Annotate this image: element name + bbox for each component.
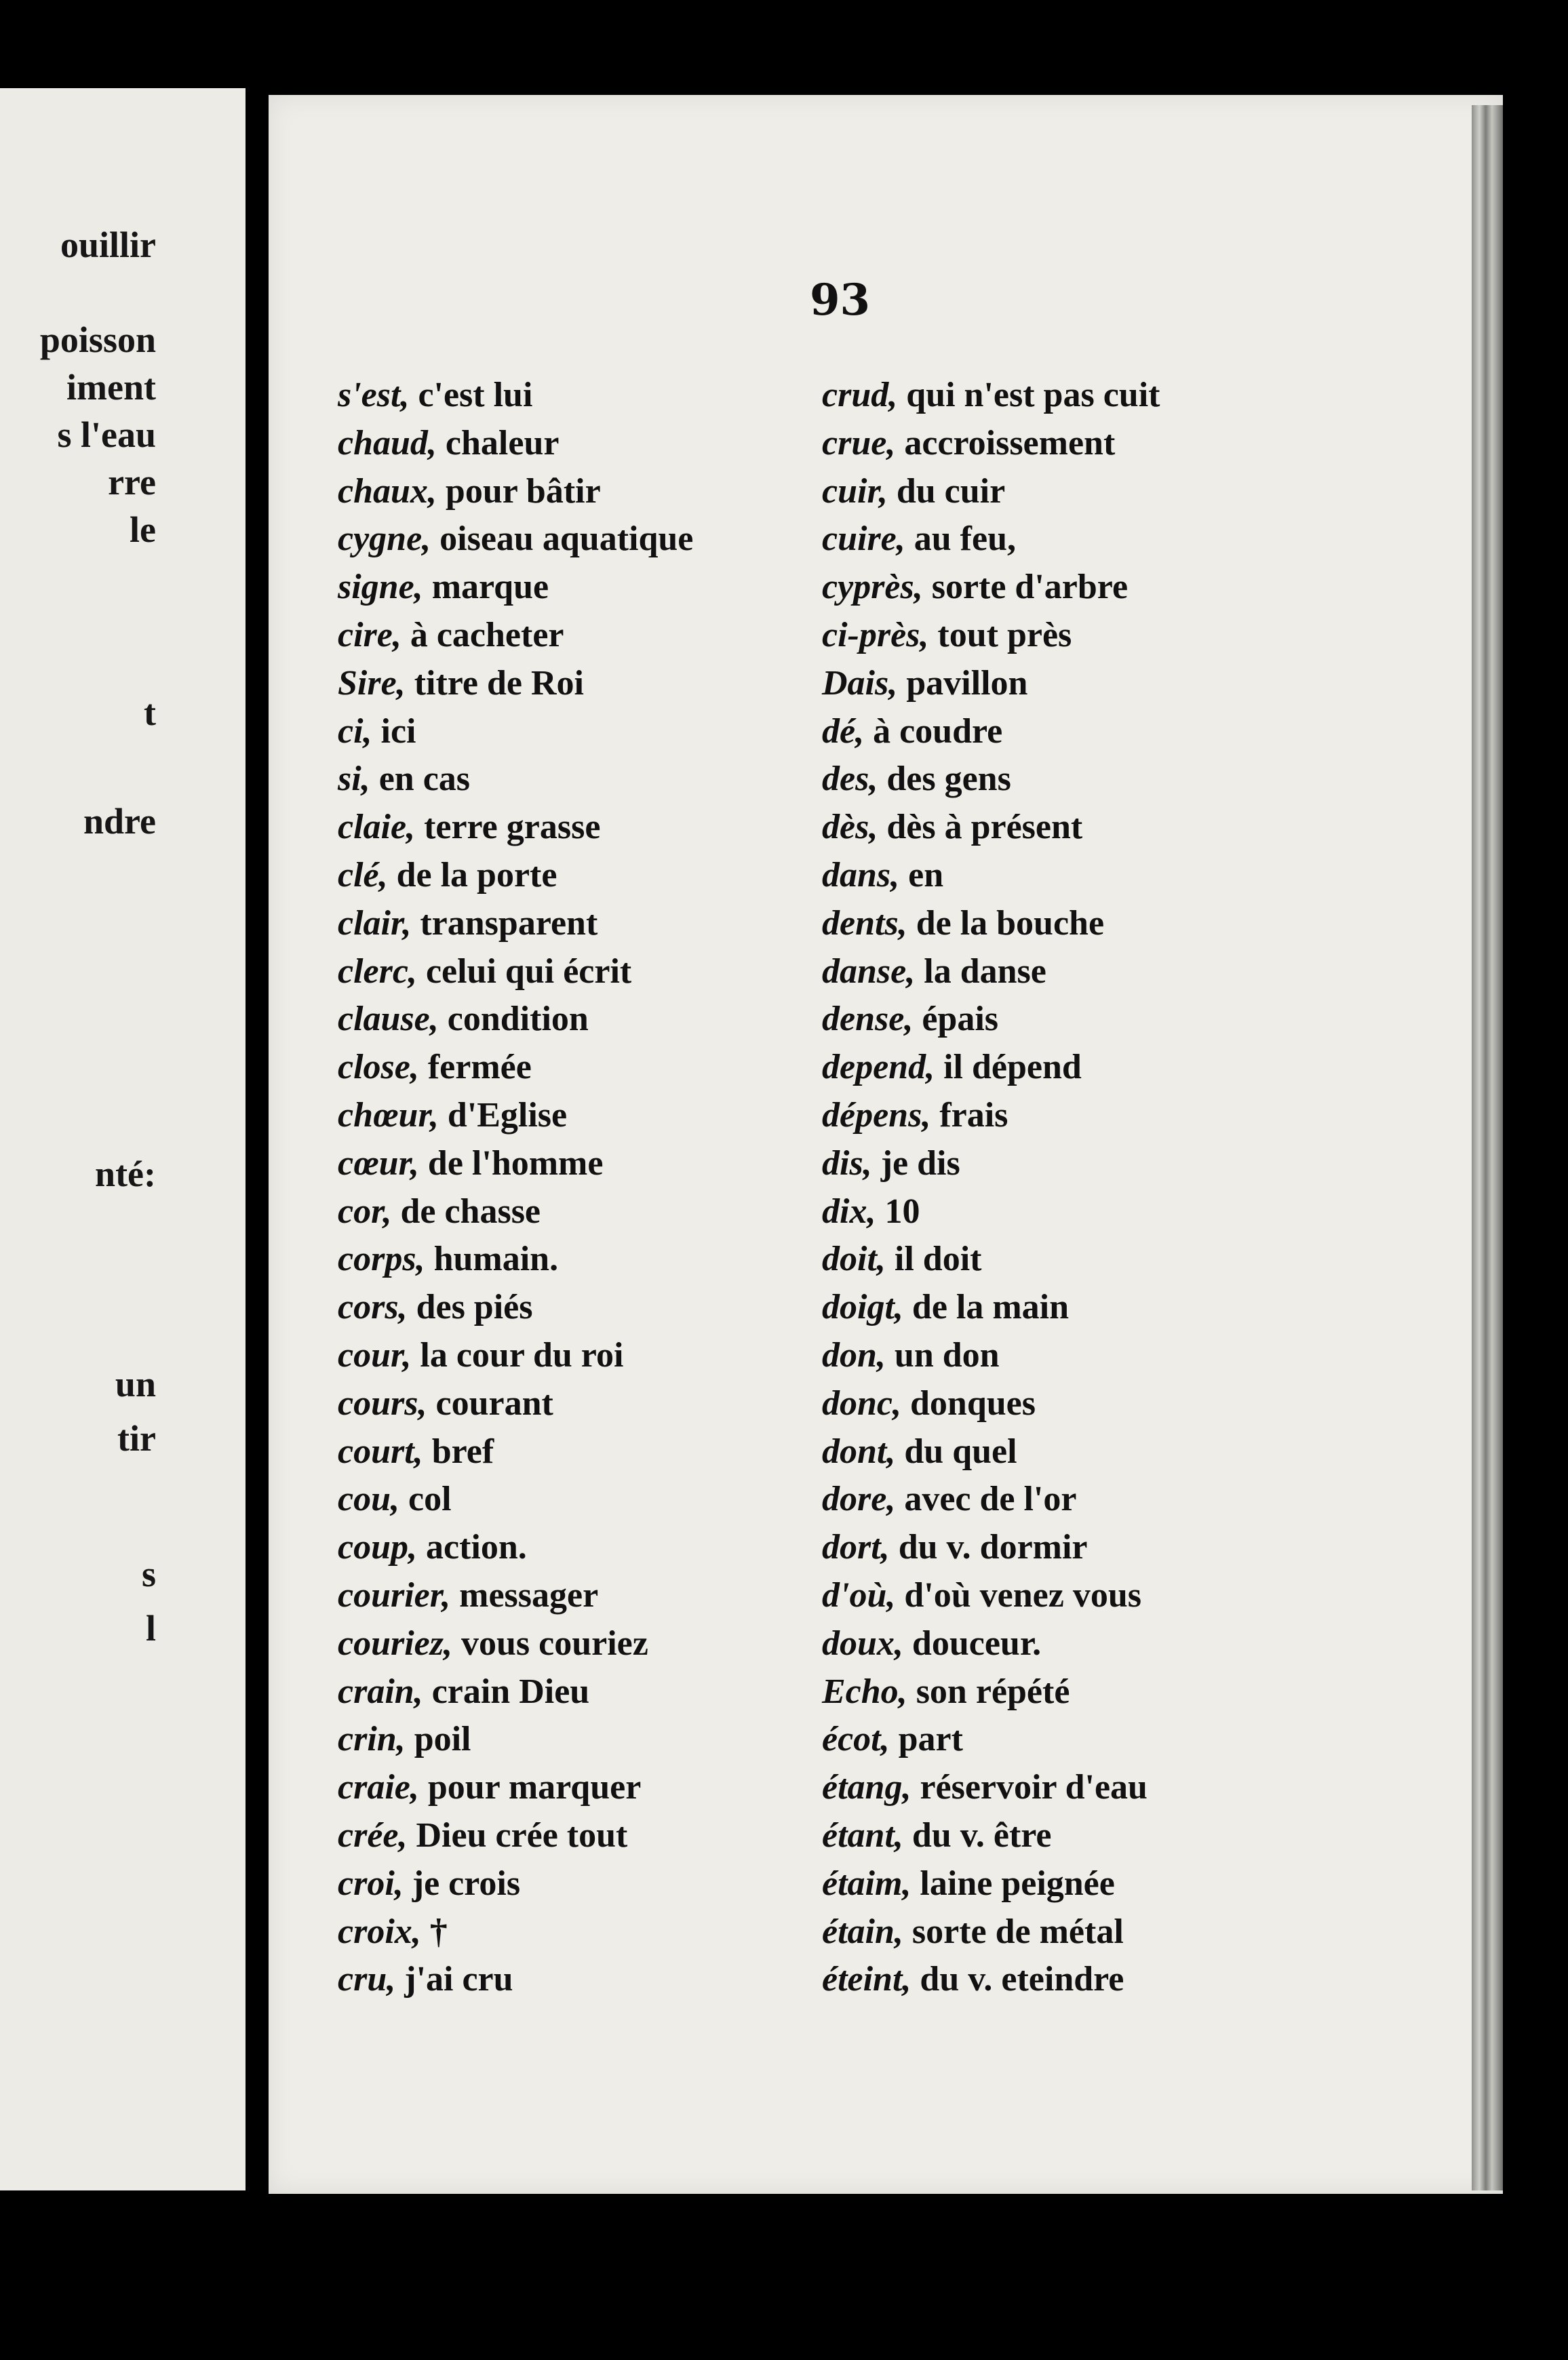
- entry-definition: †: [429, 1912, 448, 1951]
- entry-word: étang,: [822, 1768, 912, 1807]
- entry-word: crain,: [338, 1672, 423, 1711]
- entry: [822, 420, 1365, 468]
- entry-definition: c'est lui: [418, 376, 533, 414]
- entry-definition: col: [408, 1480, 452, 1519]
- entry-definition: tout près: [937, 615, 1072, 654]
- entry-definition: en: [908, 855, 944, 894]
- entry-word: cuire,: [822, 519, 905, 559]
- entry-word: clause,: [338, 1000, 439, 1039]
- entry: [338, 852, 880, 900]
- entry-definition: des gens: [886, 760, 1011, 799]
- entry-definition: de la porte: [396, 855, 557, 894]
- entry-definition: vous couriez: [461, 1624, 648, 1663]
- entry: [822, 515, 1365, 564]
- entry-word: dore,: [822, 1480, 896, 1519]
- entry-definition: du quel: [904, 1432, 1017, 1471]
- entry: [822, 1668, 1365, 1716]
- entry: [338, 660, 880, 708]
- entry-word: clerc,: [338, 951, 417, 991]
- page-edge: [1472, 105, 1503, 2190]
- entry-word: Sire,: [338, 663, 406, 703]
- entry: [338, 372, 880, 420]
- entry-word: cygne,: [338, 519, 431, 559]
- entry-definition: son répété: [916, 1672, 1070, 1711]
- entry-definition: dès à présent: [886, 808, 1083, 847]
- entry-definition: épais: [922, 1000, 999, 1039]
- entry: [822, 1140, 1365, 1188]
- facing-page-fragment: rre: [108, 462, 156, 503]
- entry-word: don,: [822, 1335, 886, 1375]
- entry-definition: à cacheter: [410, 615, 564, 654]
- entry-word: Dais,: [822, 663, 898, 703]
- entry: [822, 1188, 1365, 1236]
- entry-word: ci-près,: [822, 615, 929, 654]
- entry: [338, 1572, 880, 1620]
- facing-page-fragment: tir: [117, 1418, 156, 1459]
- facing-page-fragment: un: [115, 1364, 156, 1404]
- entry-definition: celui qui écrit: [425, 951, 632, 991]
- entry: [338, 1188, 880, 1236]
- facing-page-fragment: iment: [66, 367, 156, 408]
- entry-word: des,: [822, 760, 878, 799]
- facing-page-fragment: l: [145, 1608, 156, 1649]
- entry-definition: crain Dieu: [431, 1672, 590, 1711]
- entry-word: cours,: [338, 1383, 427, 1423]
- entry-definition: douceur.: [912, 1624, 1042, 1663]
- entry-definition: de chasse: [400, 1192, 541, 1231]
- entry-definition: un don: [894, 1335, 1000, 1375]
- entry: [338, 1284, 880, 1332]
- entry-definition: pour bâtir: [445, 471, 601, 511]
- entry-word: chaud,: [338, 423, 437, 463]
- entry-definition: je dis: [880, 1143, 960, 1183]
- entry-definition: des piés: [416, 1288, 533, 1327]
- entry-word: cor,: [338, 1192, 392, 1231]
- entry-definition: humain.: [433, 1240, 559, 1279]
- entry: [338, 1428, 880, 1476]
- entry-word: coup,: [338, 1528, 417, 1567]
- entry: [338, 1908, 880, 1956]
- entry-definition: de la bouche: [916, 903, 1105, 943]
- entry-word: clair,: [338, 903, 412, 943]
- entry: [822, 708, 1365, 756]
- entry: [822, 1716, 1365, 1764]
- entry: [338, 1764, 880, 1812]
- entry: [338, 1668, 880, 1716]
- entry-definition: oiseau aquatique: [439, 519, 694, 559]
- entry: [338, 804, 880, 852]
- entry-word: doit,: [822, 1240, 886, 1279]
- entry-definition: frais: [939, 1095, 1008, 1135]
- entry: [822, 1572, 1365, 1620]
- entry: [822, 1284, 1365, 1332]
- entry-word: court,: [338, 1432, 423, 1471]
- entry: [338, 755, 880, 804]
- entry-definition: au feu,: [914, 519, 1017, 559]
- entry: [338, 708, 880, 756]
- entry-word: chaux,: [338, 471, 437, 511]
- entry: [338, 1092, 880, 1140]
- entry: [338, 1332, 880, 1380]
- entry-definition: sorte de métal: [912, 1912, 1124, 1951]
- entry: [822, 948, 1365, 996]
- entry-definition: à coudre: [873, 711, 1003, 751]
- entry-word: courier,: [338, 1575, 451, 1615]
- entry-word: dépens,: [822, 1095, 931, 1135]
- entry: [822, 1956, 1365, 2004]
- entry-definition: pour marquer: [427, 1768, 642, 1807]
- entry-definition: fermée: [427, 1048, 532, 1087]
- entry: [822, 852, 1365, 900]
- entry-word: crue,: [822, 423, 896, 463]
- entry-definition: qui n'est pas cuit: [906, 376, 1160, 414]
- entry-word: cou,: [338, 1480, 399, 1519]
- entry-word: cru,: [338, 1960, 396, 1999]
- entry-definition: courant: [435, 1383, 553, 1423]
- entry-word: dès,: [822, 808, 878, 847]
- entry-word: couriez,: [338, 1624, 452, 1663]
- entry: [338, 948, 880, 996]
- entry: [338, 1524, 880, 1572]
- entry-word: crud,: [822, 376, 898, 414]
- entry-word: claie,: [338, 808, 416, 847]
- entry-word: doux,: [822, 1624, 903, 1663]
- entry-word: dont,: [822, 1432, 896, 1471]
- entry: [822, 1524, 1365, 1572]
- entry-word: dort,: [822, 1528, 890, 1567]
- facing-page-fragment: ouillir: [60, 224, 156, 265]
- entry-definition: du v. être: [912, 1815, 1052, 1855]
- entry-word: craie,: [338, 1768, 419, 1807]
- entry: [822, 804, 1365, 852]
- entry-definition: action.: [426, 1528, 527, 1567]
- entry-definition: bref: [431, 1432, 494, 1471]
- entry-definition: avec de l'or: [904, 1480, 1077, 1519]
- entry: [822, 1860, 1365, 1908]
- entry-word: cyprès,: [822, 568, 923, 607]
- entry-word: d'où,: [822, 1575, 896, 1615]
- entry-word: corps,: [338, 1240, 425, 1279]
- entry-definition: part: [898, 1720, 963, 1759]
- entry: [822, 1812, 1365, 1860]
- entry: [338, 515, 880, 564]
- facing-page-text: [0, 88, 246, 2190]
- left-column: [338, 372, 880, 2004]
- entry-word: dans,: [822, 855, 900, 894]
- facing-page-fragment: nté:: [95, 1154, 156, 1194]
- entry: [338, 1476, 880, 1524]
- entry-definition: titre de Roi: [414, 663, 584, 703]
- entry: [822, 1764, 1365, 1812]
- entry-definition: il dépend: [943, 1048, 1082, 1087]
- facing-page-fragment: t: [144, 692, 156, 733]
- entry-definition: messager: [459, 1575, 599, 1615]
- entry: [822, 1428, 1365, 1476]
- entry: [338, 1620, 880, 1668]
- entry-definition: du cuir: [896, 471, 1006, 511]
- entry: [822, 1476, 1365, 1524]
- entry-word: éteint,: [822, 1960, 912, 1999]
- entry-definition: pavillon: [906, 663, 1028, 703]
- entry: [822, 1332, 1365, 1380]
- entry-word: dix,: [822, 1192, 876, 1231]
- entry: [338, 1044, 880, 1092]
- entry: [822, 468, 1365, 516]
- entry-definition: ici: [380, 711, 416, 751]
- entry-definition: Dieu crée tout: [416, 1815, 628, 1855]
- entry-word: dis,: [822, 1143, 872, 1183]
- entry: [822, 1380, 1365, 1428]
- facing-page-fragment: ndre: [83, 801, 156, 842]
- entry-word: cors,: [338, 1288, 408, 1327]
- entry: [822, 1044, 1365, 1092]
- entry: [338, 1236, 880, 1284]
- entry-word: cuir,: [822, 471, 888, 511]
- page-number: 93: [810, 275, 871, 326]
- entry: [822, 612, 1365, 660]
- entry-definition: transparent: [420, 903, 598, 943]
- entry: [338, 612, 880, 660]
- entry-word: cœur,: [338, 1143, 419, 1183]
- entry-definition: la danse: [924, 951, 1046, 991]
- entry: [338, 1860, 880, 1908]
- entry: [822, 1236, 1365, 1284]
- entry: [338, 1380, 880, 1428]
- entry-word: étant,: [822, 1815, 903, 1855]
- entry-word: croix,: [338, 1912, 421, 1951]
- entry-word: danse,: [822, 951, 916, 991]
- entry: [338, 1140, 880, 1188]
- entry-definition: de l'homme: [427, 1143, 604, 1183]
- entry-word: close,: [338, 1048, 419, 1087]
- entry-word: crin,: [338, 1720, 406, 1759]
- right-column: [822, 372, 1365, 2004]
- entry-word: donc,: [822, 1383, 901, 1423]
- entry-word: Echo,: [822, 1672, 907, 1711]
- entry-definition: d'où venez vous: [904, 1575, 1141, 1615]
- entry: [822, 755, 1365, 804]
- entry-definition: en cas: [378, 760, 471, 799]
- entry-definition: accroissement: [904, 423, 1116, 463]
- entry-definition: j'ai cru: [404, 1960, 513, 1999]
- facing-page-fragment: le: [130, 509, 156, 550]
- entry-word: cire,: [338, 615, 401, 654]
- entry-definition: la cour du roi: [420, 1335, 624, 1375]
- entry: [338, 1716, 880, 1764]
- entry: [338, 900, 880, 948]
- entry: [822, 564, 1365, 612]
- entry: [338, 1812, 880, 1860]
- entry: [338, 1956, 880, 2004]
- entry-word: chœur,: [338, 1095, 439, 1135]
- entry-word: doigt,: [822, 1288, 903, 1327]
- entry-definition: chaleur: [445, 423, 560, 463]
- entry-definition: réservoir d'eau: [920, 1768, 1148, 1807]
- entry: [822, 660, 1365, 708]
- entry-word: cour,: [338, 1335, 412, 1375]
- entry-word: étaim,: [822, 1864, 912, 1903]
- entry: [822, 1620, 1365, 1668]
- entry: [338, 468, 880, 516]
- facing-page: [0, 88, 246, 2190]
- entry-definition: du v. eteindre: [920, 1960, 1124, 1999]
- entry-word: crée,: [338, 1815, 408, 1855]
- facing-page-fragment: poisson: [39, 319, 156, 360]
- entry-definition: de la main: [912, 1288, 1070, 1327]
- entry-word: signe,: [338, 568, 423, 607]
- entry-word: dense,: [822, 1000, 914, 1039]
- entry-definition: marque: [431, 568, 549, 607]
- entry-word: s'est,: [338, 376, 410, 414]
- entry-definition: 10: [884, 1192, 920, 1231]
- entry-word: dé,: [822, 711, 865, 751]
- entry-definition: donques: [910, 1383, 1036, 1423]
- entry-word: croi,: [338, 1864, 404, 1903]
- entry: [822, 900, 1365, 948]
- entry-definition: sorte d'arbre: [931, 568, 1129, 607]
- entry: [822, 996, 1365, 1044]
- entry-word: depend,: [822, 1048, 935, 1087]
- entry: [822, 1908, 1365, 1956]
- entry-word: écot,: [822, 1720, 890, 1759]
- facing-page-fragment: s l'eau: [57, 414, 156, 455]
- facing-page-fragment: s: [141, 1554, 156, 1594]
- entry-definition: poil: [414, 1720, 471, 1759]
- entry-definition: je crois: [412, 1864, 521, 1903]
- entry-word: clé,: [338, 855, 388, 894]
- entry-definition: du v. dormir: [898, 1528, 1088, 1567]
- entry-word: étain,: [822, 1912, 903, 1951]
- entry-definition: il doit: [894, 1240, 982, 1279]
- entry-definition: condition: [447, 1000, 589, 1039]
- entry-word: ci,: [338, 711, 372, 751]
- entry: [822, 372, 1365, 420]
- entry: [822, 1092, 1365, 1140]
- entry-word: dents,: [822, 903, 907, 943]
- entry: [338, 996, 880, 1044]
- entry-definition: terre grasse: [424, 808, 601, 847]
- entry: [338, 564, 880, 612]
- entry: [338, 420, 880, 468]
- entry-word: si,: [338, 760, 370, 799]
- entry-definition: laine peignée: [920, 1864, 1115, 1903]
- entry-definition: d'Eglise: [447, 1095, 568, 1135]
